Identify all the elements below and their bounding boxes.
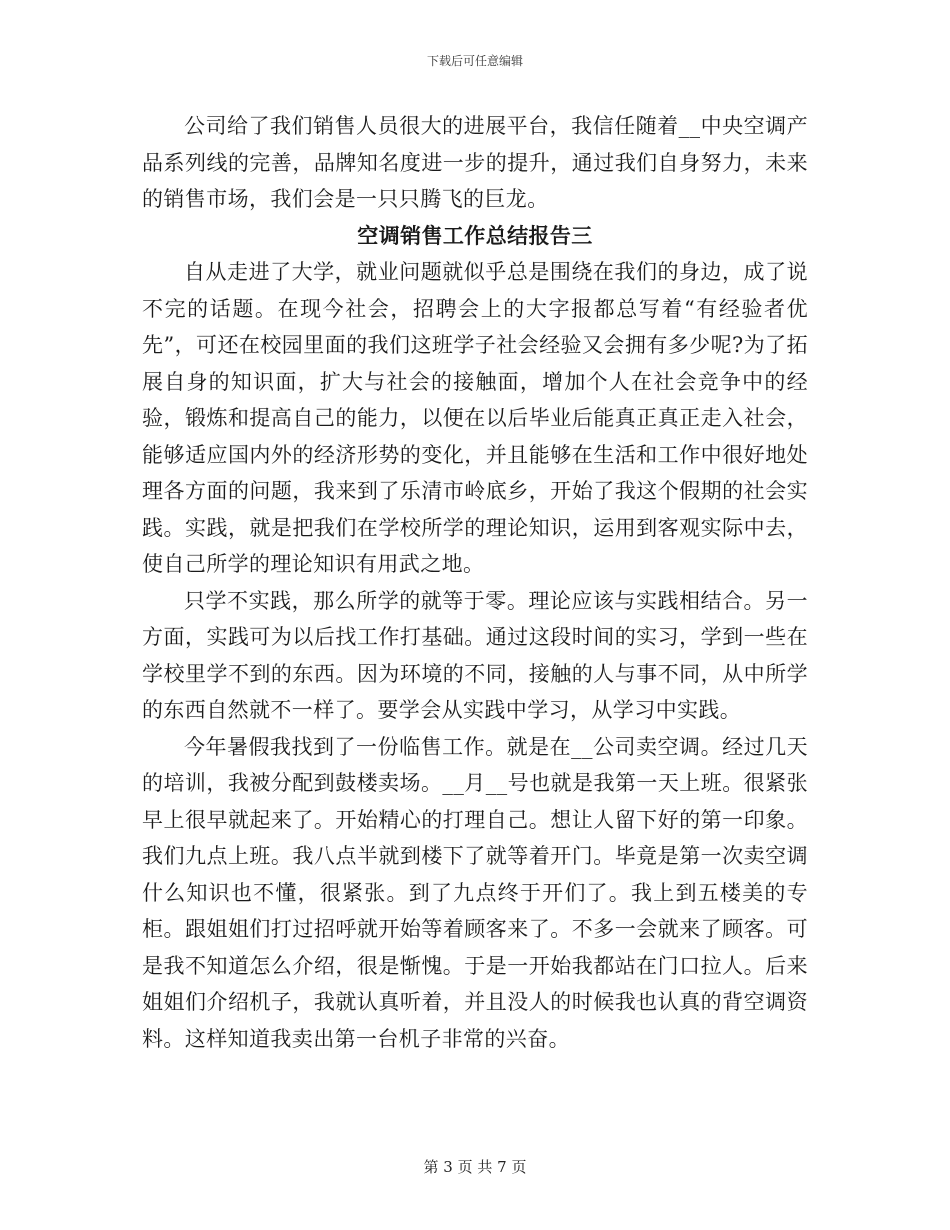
paragraph-4: 今年暑假我找到了一份临售工作。就是在__公司卖空调。经过几天的培训，我被分配到鼓楼卖场。__月__号也就是我第一天上班。很紧张早上很早就起来了。开始精心的打理自己。想让人留下好的第一印象。我们九点上班。我八点半就到楼下了就等着开门。毕竟是第一次卖空调什么知识也不懂，很紧张。到了九点终于开们了。我上到五楼美的专柜。跟姐姐们打过招呼就开始等着顾客来了。不多一会就来了顾客。可是我不知道怎么介绍，很是惭愧。于是一开始我都站在门口拉人。后来姐姐们介绍机子，我就认真听着，并且没人的时候我也认真的背空调资料。这样知道我卖出第一台机子非常的兴奋。 bbox=[142, 734, 808, 1051]
document-body bbox=[142, 108, 808, 1057]
section-title: 空调销售工作总结报告三 bbox=[357, 222, 593, 248]
paragraph-2: 自从走进了大学，就业问题就似乎总是围绕在我们的身边，成了说不完的话题。在现今社会，招聘会上的大字报都总写着“有经验者优先”，可还在校园里面的我们这班学子社会经验又会拥有多少呢?为了拓展自身的知识面，扩大与社会的接触面，增加个人在社会竞争中的经验，锻炼和提高自己的能力，以便在以后毕业后能真正真正走入社会，能够适应国内外的经济形势的变化，并且能够在生活和工作中很好地处理各方面的问题，我来到了乐清市岭底乡，开始了我这个假期的社会实践。实践，就是把我们在学校所学的理论知识，运用到客观实际中去，使自己所学的理论知识有用武之地。 bbox=[142, 260, 808, 576]
page-footer: 第 3 页 共 7 页 bbox=[423, 1158, 527, 1176]
header-note: 下载后可任意编辑 bbox=[426, 54, 523, 68]
paragraph-3: 只学不实践，那么所学的就等于零。理论应该与实践相结合。另一方面，实践可为以后找工作打基础。通过这段时间的实习，学到一些在学校里学不到的东西。因为环境的不同，接触的人与事不同，从中所学的东西自然就不一样了。要学会从实践中学习，从学习中实践。 bbox=[142, 588, 808, 722]
paragraph-1: 公司给了我们销售人员很大的进展平台，我信任随着__中央空调产品系列线的完善，品牌知名度进一步的提升，通过我们自身努力，未来的销售市场，我们会是一只只腾飞的巨龙。 bbox=[142, 114, 808, 211]
